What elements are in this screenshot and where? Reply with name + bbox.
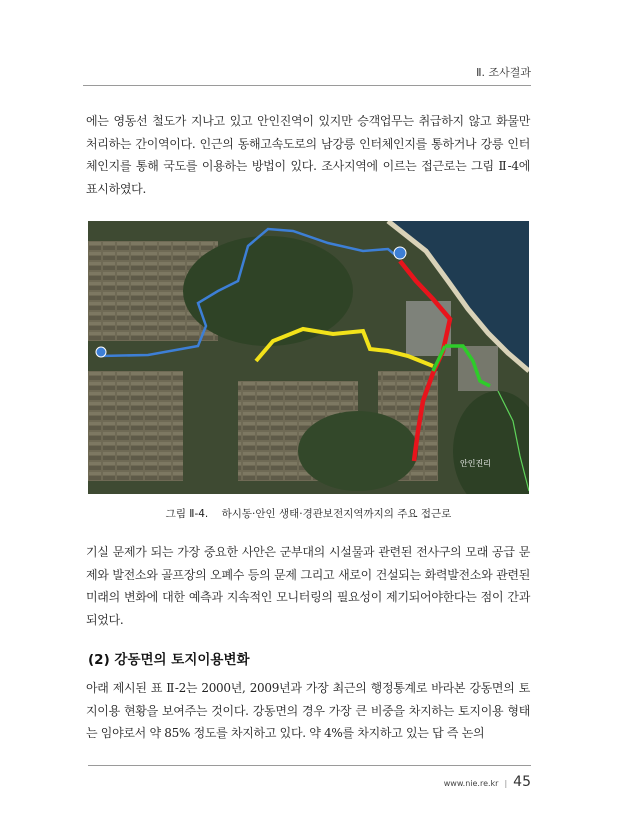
footer-divider [88,765,531,766]
subsection-heading: (2) 강동면의 토지이용변화 [88,652,250,668]
paragraph-access-routes: 에는 영동선 철도가 지나고 있고 안인진역이 있지만 승객업무는 취급하지 않고 화물만 처리하는 간이역이다. 인근의 동해고속도로의 남강릉 인터체인지를 통하거나 강릉 인터체인지를 통해 국도를 이용하는 방법이 있다. 조사지역에 이르는 접근로는 그림 Ⅱ-4에 표시하였다. [86,114,530,196]
figure-caption-text: 하시동·안인 생태·경관보전지역까지의 주요 접근로 [221,508,452,520]
satellite-map [88,221,529,494]
figure-caption [88,506,529,521]
field-area-southwest [88,371,183,481]
location-marker-start [96,347,106,357]
footer-url[interactable]: www.nie.re.kr [443,779,499,788]
section-title: Ⅱ. 조사결과 [476,66,531,79]
forest-hills [183,236,353,346]
figure-label: 그림 Ⅱ-4. [165,508,209,520]
page-number: 45 [513,774,531,790]
town-area [458,346,498,391]
footer-separator: | [504,779,508,788]
paragraph-land-use: 아래 제시된 표 Ⅱ-2는 2000년, 2009년과 가장 최근의 행정통계로 바라본 강동면의 토지이용 현황을 보여주는 것이다. 강동면의 경우 가장 큰 비중을 차지하는 토지이용 형태는 임야로서 약 85% 정도를 차지하고 있다. 약 4%를 차지하고 있는 답 즉 논의 [86,681,530,740]
header-divider [83,85,531,86]
map-place-label: 안인진리 [460,459,491,468]
page-footer [444,774,531,790]
location-marker-end [394,247,406,259]
forest-south [298,411,418,491]
paragraph-issues: 기실 문제가 되는 가장 중요한 사안은 군부대의 시설물과 관련된 전사구의 모래 공급 문제와 발전소와 골프장의 오폐수 등의 문제 그리고 새로이 건설되는 화력발전소와 관련된 미래의 변화에 대한 예측과 지속적인 모니터링의 필요성이 제기되어야한다는 점이 간과되었다. [86,545,530,627]
satellite-map-figure [88,221,529,494]
